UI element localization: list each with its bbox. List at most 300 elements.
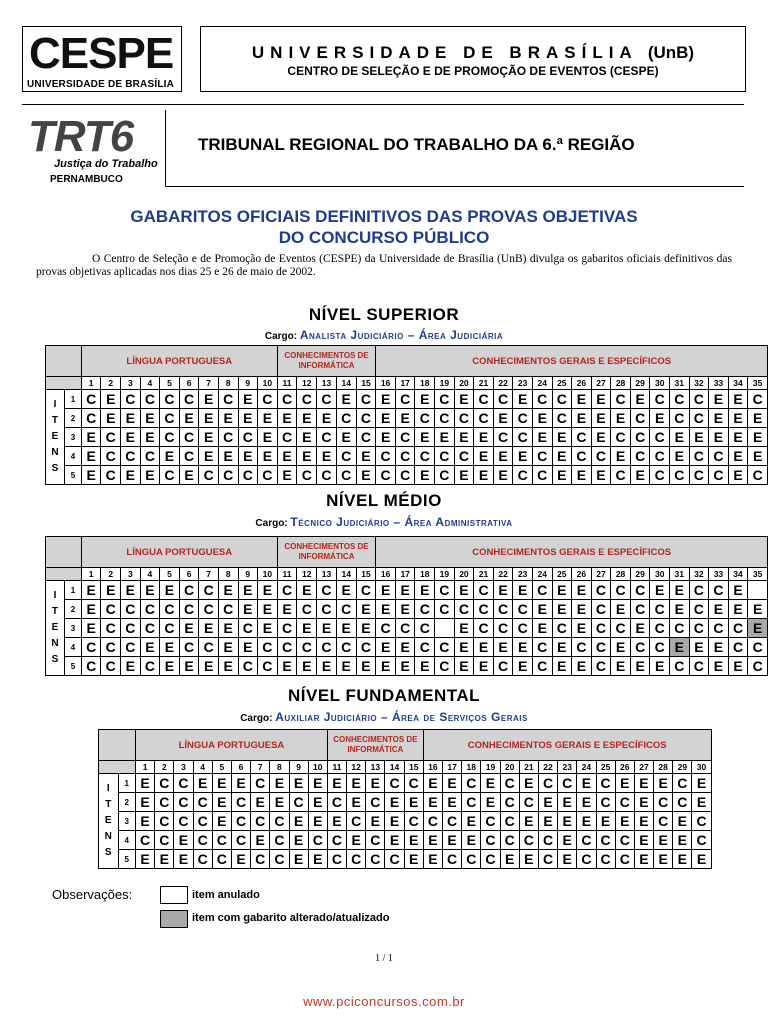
answer-cell: C	[611, 619, 631, 638]
answer-cell: E	[552, 428, 572, 447]
answer-cell: E	[376, 581, 396, 600]
answer-cell: E	[376, 657, 396, 676]
question-number: 8	[218, 377, 238, 390]
answer-cell: E	[454, 390, 474, 409]
answer-cell: C	[596, 831, 615, 850]
university-name: UNIVERSIDADE DE BRASÍLIA (UnB)	[251, 43, 695, 62]
answer-cell: E	[218, 581, 238, 600]
answer-cell: E	[404, 850, 423, 869]
question-number: 19	[435, 377, 455, 390]
question-number: 30	[692, 761, 711, 774]
answer-cell: E	[258, 409, 278, 428]
answer-cell: C	[395, 466, 415, 485]
answer-cell: E	[673, 812, 692, 831]
header-informatica: CONHECIMENTOS DE INFORMÁTICA	[277, 537, 376, 568]
question-number: 29	[630, 377, 650, 390]
answer-cell: E	[289, 850, 308, 869]
answer-cell: C	[654, 812, 673, 831]
header-lingua-portuguesa: LÍNGUA PORTUGUESA	[136, 730, 328, 761]
answer-cell: C	[454, 600, 474, 619]
cargo-name: Analista Judiciário – Área Judiciária	[299, 328, 504, 342]
table-row	[46, 600, 768, 619]
answer-cell: C	[238, 466, 258, 485]
question-number: 22	[493, 377, 513, 390]
question-number: 30	[650, 377, 670, 390]
answer-cell: C	[297, 466, 317, 485]
table-row	[99, 774, 712, 793]
answer-cell: E	[179, 466, 199, 485]
answer-cell: C	[327, 831, 346, 850]
answer-cell: C	[179, 581, 199, 600]
answer-cell: C	[552, 409, 572, 428]
answer-cell: E	[650, 657, 670, 676]
answer-cell: E	[218, 409, 238, 428]
answer-cell: C	[415, 409, 435, 428]
answer-cell: E	[513, 638, 533, 657]
answer-cell: E	[385, 812, 404, 831]
answer-cell: C	[336, 638, 356, 657]
answer-cell: E	[199, 390, 219, 409]
answer-cell: E	[630, 390, 650, 409]
answer-cell: C	[356, 428, 376, 447]
table-row	[46, 581, 768, 600]
cargo-line	[0, 710, 768, 724]
question-number: 17	[395, 568, 415, 581]
answer-cell: C	[474, 619, 494, 638]
answer-cell: E	[462, 812, 481, 831]
answer-cell: C	[513, 428, 533, 447]
answer-cell: E	[670, 447, 690, 466]
answer-cell: E	[558, 793, 577, 812]
answer-cell: E	[709, 600, 729, 619]
answer-cell: E	[728, 390, 748, 409]
cargo-label: Cargo:	[255, 518, 291, 529]
question-number: 25	[552, 568, 572, 581]
answer-cell: C	[179, 600, 199, 619]
answer-cell: C	[160, 466, 180, 485]
answer-cell: E	[591, 409, 611, 428]
answer-cell: E	[552, 638, 572, 657]
answer-cell: E	[474, 466, 494, 485]
table-row	[46, 428, 768, 447]
answer-cell: C	[251, 774, 270, 793]
answer-cell: C	[673, 793, 692, 812]
answer-cell: C	[218, 428, 238, 447]
answer-cell: E	[297, 657, 317, 676]
answer-cell: C	[481, 812, 500, 831]
answer-cell: C	[650, 447, 670, 466]
answer-cell: E	[454, 466, 474, 485]
answer-cell: C	[121, 619, 141, 638]
answer-cell: C	[474, 581, 494, 600]
row-number: 5	[64, 466, 81, 485]
answer-cell: E	[454, 581, 474, 600]
legend-box-alterado	[160, 910, 188, 928]
answer-cell: E	[81, 600, 101, 619]
answer-cell: C	[572, 638, 592, 657]
question-number: 28	[611, 377, 631, 390]
answer-cell: C	[160, 409, 180, 428]
answer-cell: C	[500, 831, 519, 850]
answer-cell: C	[630, 447, 650, 466]
answer-cell: C	[654, 793, 673, 812]
header-lingua-portuguesa: LÍNGUA PORTUGUESA	[81, 346, 277, 377]
answer-cell: C	[435, 409, 455, 428]
answer-cell: C	[591, 638, 611, 657]
answer-cell: C	[317, 428, 337, 447]
answer-cell: C	[615, 850, 634, 869]
answer-cell: C	[519, 793, 538, 812]
answer-cell: E	[238, 638, 258, 657]
answer-cell: E	[395, 657, 415, 676]
answer-cell: E	[366, 774, 385, 793]
answer-cell: C	[179, 638, 199, 657]
question-number: 26	[572, 568, 592, 581]
trt6-logo-subtitle: Justiça do Trabalho	[54, 158, 158, 170]
answer-cell: C	[689, 409, 709, 428]
answer-cell: C	[435, 447, 455, 466]
answer-cell: E	[179, 657, 199, 676]
question-number: 15	[404, 761, 423, 774]
answer-cell: E	[297, 428, 317, 447]
answer-cell: E	[366, 812, 385, 831]
cargo-name: Auxiliar Judiciário – Área de Serviços Gerais	[275, 710, 528, 724]
answer-cell: E	[423, 774, 442, 793]
answer-cell: E	[532, 428, 552, 447]
answer-cell: C	[395, 619, 415, 638]
question-number: 15	[356, 568, 376, 581]
answer-cell: E	[650, 409, 670, 428]
answer-cell: E	[748, 447, 768, 466]
answer-cell: E	[81, 581, 101, 600]
question-number: 21	[519, 761, 538, 774]
answer-cell: C	[231, 812, 250, 831]
question-number: 21	[474, 568, 494, 581]
question-number: 18	[415, 568, 435, 581]
question-number: 26	[615, 761, 634, 774]
answer-cell: E	[689, 638, 709, 657]
answer-cell: E	[218, 447, 238, 466]
trt6-logo	[24, 112, 158, 186]
answer-cell: E	[327, 812, 346, 831]
answer-cell: E	[728, 600, 748, 619]
answer-cell: E	[297, 409, 317, 428]
question-number: 1	[136, 761, 155, 774]
answer-cell: C	[277, 428, 297, 447]
answer-cell: E	[415, 657, 435, 676]
answer-cell: E	[650, 581, 670, 600]
website-link[interactable]: www.pciconcursos.com.br	[303, 994, 465, 1009]
answer-cell: E	[692, 774, 711, 793]
document-title	[40, 206, 728, 248]
cespe-logo	[22, 26, 182, 92]
answer-cell: E	[238, 409, 258, 428]
answer-cell: E	[728, 466, 748, 485]
answer-cell: C	[356, 390, 376, 409]
answer-cell: E	[277, 600, 297, 619]
answer-cell: C	[513, 409, 533, 428]
answer-cell: E	[572, 581, 592, 600]
answer-cell: C	[435, 390, 455, 409]
answer-cell: E	[199, 447, 219, 466]
answer-cell: E	[140, 638, 160, 657]
answer-cell: C	[532, 390, 552, 409]
trt6-logo-text: TRT6	[28, 112, 134, 161]
answer-cell: C	[630, 581, 650, 600]
answer-cell: C	[218, 466, 238, 485]
answer-cell: C	[673, 774, 692, 793]
answer-key-table	[98, 729, 712, 869]
answer-cell: E	[193, 774, 212, 793]
answer-cell: E	[212, 812, 231, 831]
row-number: 3	[64, 428, 81, 447]
question-number: 33	[709, 377, 729, 390]
answer-cell: E	[670, 428, 690, 447]
answer-cell: C	[630, 409, 650, 428]
question-number: 29	[630, 568, 650, 581]
answer-cell: C	[376, 619, 396, 638]
answer-cell: C	[297, 638, 317, 657]
answer-cell: E	[356, 657, 376, 676]
answer-cell: C	[689, 581, 709, 600]
answer-cell: E	[212, 793, 231, 812]
answer-cell: E	[423, 793, 442, 812]
answer-cell: C	[327, 850, 346, 869]
question-number: 29	[673, 761, 692, 774]
answer-cell: C	[395, 390, 415, 409]
answer-cell: C	[277, 581, 297, 600]
answer-cell: C	[140, 657, 160, 676]
answer-cell: C	[101, 619, 121, 638]
answer-cell: E	[558, 831, 577, 850]
question-number: 6	[179, 377, 199, 390]
page-number: 1 / 1	[375, 953, 393, 964]
answer-cell: E	[308, 774, 327, 793]
answer-cell: C	[689, 466, 709, 485]
answer-cell: E	[376, 428, 396, 447]
row-number: 2	[64, 409, 81, 428]
answer-cell: C	[174, 793, 193, 812]
answer-cell: C	[385, 774, 404, 793]
answer-cell: E	[481, 793, 500, 812]
answer-cell: C	[552, 390, 572, 409]
answer-cell: E	[258, 581, 278, 600]
corner-cell	[99, 730, 136, 761]
table-row	[46, 409, 768, 428]
answer-cell: E	[519, 850, 538, 869]
answer-cell: E	[493, 466, 513, 485]
answer-cell: C	[140, 619, 160, 638]
answer-cell: C	[101, 638, 121, 657]
question-number: 15	[356, 377, 376, 390]
answer-cell: E	[136, 793, 155, 812]
answer-cell: C	[193, 850, 212, 869]
cargo-line	[0, 515, 768, 529]
answer-cell: E	[709, 409, 729, 428]
question-number: 3	[121, 377, 141, 390]
answer-cell: C	[336, 447, 356, 466]
answer-cell: E	[596, 812, 615, 831]
answer-cell: C	[435, 466, 455, 485]
answer-cell: E	[552, 600, 572, 619]
answer-cell: C	[650, 600, 670, 619]
question-number: 20	[454, 377, 474, 390]
question-number: 26	[572, 377, 592, 390]
table-row	[99, 850, 712, 869]
itens-letter: T	[51, 415, 59, 426]
answer-cell: C	[689, 619, 709, 638]
answer-cell: E	[404, 831, 423, 850]
question-number: 11	[277, 377, 297, 390]
answer-cell: E	[317, 447, 337, 466]
answer-cell: E	[174, 850, 193, 869]
answer-cell: C	[630, 638, 650, 657]
answer-cell: E	[277, 409, 297, 428]
answer-cell: E	[231, 774, 250, 793]
answer-cell: C	[650, 428, 670, 447]
answer-cell: C	[140, 600, 160, 619]
answer-cell: E	[611, 600, 631, 619]
answer-cell: C	[212, 850, 231, 869]
answer-cell: C	[689, 390, 709, 409]
answer-cell: E	[748, 428, 768, 447]
answer-cell: C	[670, 409, 690, 428]
answer-cell: E	[513, 390, 533, 409]
itens-letter: I	[53, 590, 57, 601]
question-number: 4	[193, 761, 212, 774]
answer-cell: E	[577, 774, 596, 793]
answer-cell: C	[591, 447, 611, 466]
answer-cell: E	[199, 428, 219, 447]
question-number: 23	[558, 761, 577, 774]
answer-cell	[435, 619, 455, 638]
answer-cell: C	[193, 793, 212, 812]
answer-cell: C	[81, 657, 101, 676]
itens-letter: E	[104, 815, 112, 826]
answer-cell: C	[356, 638, 376, 657]
answer-cell: E	[728, 581, 748, 600]
header-divider	[22, 104, 744, 105]
answer-cell: C	[317, 638, 337, 657]
answer-cell: E	[277, 657, 297, 676]
corner-cell	[46, 346, 82, 377]
answer-cell: E	[423, 850, 442, 869]
answer-cell: E	[317, 409, 337, 428]
answer-cell: E	[289, 831, 308, 850]
title-line-2: DO CONCURSO PÚBLICO	[278, 228, 490, 247]
answer-cell: E	[155, 850, 174, 869]
answer-cell: C	[443, 812, 462, 831]
answer-cell: C	[532, 657, 552, 676]
answer-cell: E	[270, 774, 289, 793]
answer-cell: C	[650, 390, 670, 409]
answer-cell: C	[297, 600, 317, 619]
answer-cell: E	[199, 409, 219, 428]
question-number: 16	[423, 761, 442, 774]
answer-cell: E	[218, 638, 238, 657]
answer-cell: C	[81, 409, 101, 428]
answer-cell: C	[748, 390, 768, 409]
answer-cell: C	[493, 600, 513, 619]
legend-box-anulado	[160, 886, 188, 904]
answer-cell: C	[596, 850, 615, 869]
question-number: 2	[155, 761, 174, 774]
table-row	[46, 447, 768, 466]
university-header	[200, 26, 746, 92]
answer-cell: C	[596, 793, 615, 812]
answer-cell: E	[673, 831, 692, 850]
answer-cell: C	[670, 466, 690, 485]
header-informatica: CONHECIMENTOS DE INFORMÁTICA	[327, 730, 423, 761]
legend-anulado: item anulado	[192, 889, 260, 901]
cargo-name: Técnico Judiciário – Área Administrativa	[290, 515, 513, 529]
itens-letter: N	[51, 447, 59, 458]
observacoes-label: Observações:	[52, 887, 133, 902]
answer-cell: E	[634, 774, 653, 793]
question-number: 21	[474, 377, 494, 390]
answer-cell: E	[572, 409, 592, 428]
question-number: 20	[454, 568, 474, 581]
answer-cell: C	[366, 793, 385, 812]
answer-cell: E	[552, 657, 572, 676]
answer-cell: C	[689, 600, 709, 619]
question-number: 24	[577, 761, 596, 774]
answer-cell: E	[101, 581, 121, 600]
answer-cell: C	[270, 831, 289, 850]
answer-cell: E	[395, 409, 415, 428]
question-number: 28	[611, 568, 631, 581]
answer-cell: E	[289, 774, 308, 793]
answer-cell: C	[577, 831, 596, 850]
answer-cell: C	[615, 793, 634, 812]
answer-cell: C	[454, 447, 474, 466]
answer-cell: E	[297, 581, 317, 600]
answer-cell: E	[289, 812, 308, 831]
answer-cell: C	[670, 390, 690, 409]
answer-cell: E	[160, 638, 180, 657]
question-number: 27	[634, 761, 653, 774]
table-row	[99, 793, 712, 812]
answer-cell: C	[179, 428, 199, 447]
question-number: 16	[376, 377, 396, 390]
answer-cell: E	[356, 619, 376, 638]
answer-cell: C	[615, 831, 634, 850]
answer-cell: E	[121, 409, 141, 428]
answer-cell: C	[670, 657, 690, 676]
answer-cell: E	[462, 831, 481, 850]
answer-cell: C	[650, 466, 670, 485]
question-number: 22	[538, 761, 557, 774]
tribunal-underline	[165, 186, 744, 187]
answer-cell: C	[270, 850, 289, 869]
answer-cell: C	[611, 581, 631, 600]
answer-cell: C	[728, 638, 748, 657]
answer-cell: C	[258, 657, 278, 676]
table-row	[99, 831, 712, 850]
itens-letter: T	[51, 606, 59, 617]
answer-cell: E	[577, 812, 596, 831]
answer-cell: E	[572, 390, 592, 409]
answer-cell: E	[493, 638, 513, 657]
answer-cell: E	[435, 428, 455, 447]
answer-cell: E	[454, 638, 474, 657]
answer-cell: C	[462, 793, 481, 812]
question-number: 12	[297, 377, 317, 390]
answer-cell: C	[404, 812, 423, 831]
answer-cell: C	[101, 466, 121, 485]
answer-cell: C	[415, 600, 435, 619]
answer-cell: E	[493, 409, 513, 428]
